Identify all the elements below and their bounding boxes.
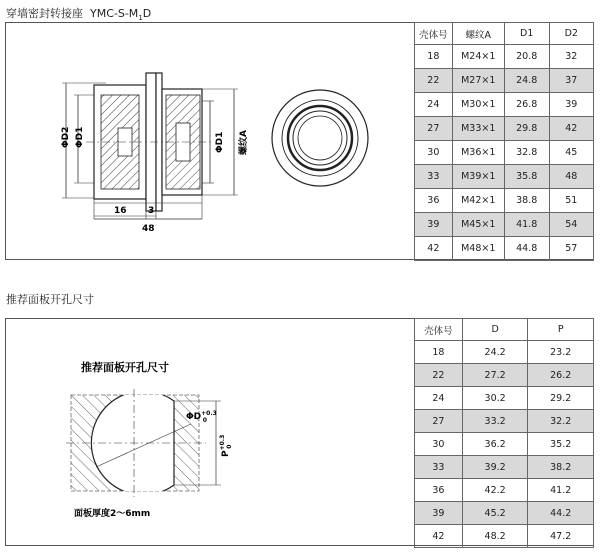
header-cell: 壳体号 — [415, 23, 453, 45]
section2-title: 推荐面板开孔尺寸 — [6, 293, 94, 306]
od-sup: +0.3 — [201, 410, 217, 417]
table-cell: M36×1 — [452, 141, 504, 165]
table-cell: 35.8 — [504, 165, 549, 189]
header-cell: D1 — [504, 23, 549, 45]
table-header-row — [415, 23, 594, 45]
table-row — [415, 364, 594, 387]
cutout-heading: 推荐面板开孔尺寸 — [81, 361, 169, 374]
table-row — [415, 341, 594, 364]
table-cell: 42.2 — [462, 479, 528, 502]
table-cell: 30 — [415, 141, 453, 165]
table-cell: 18 — [415, 45, 453, 69]
table-row — [415, 69, 594, 93]
header-cell: D — [462, 319, 528, 341]
header-cell: P — [528, 319, 594, 341]
table-cell: 26.2 — [528, 364, 594, 387]
table-row — [415, 525, 594, 548]
table-row — [415, 433, 594, 456]
table-cell: M30×1 — [452, 93, 504, 117]
section1-model-sub: 1 — [138, 14, 143, 23]
od-label — [186, 410, 217, 424]
table-cell: 44.8 — [504, 237, 549, 261]
table-cell: 44.2 — [528, 502, 594, 525]
table-cell: 33 — [415, 456, 463, 479]
table-cell: 24.8 — [504, 69, 549, 93]
dim-48-label: 48 — [142, 224, 155, 234]
od1-right-label: ΦD1 — [215, 131, 225, 153]
od-sub: 0 — [202, 417, 207, 424]
dim-3-label: 3 — [148, 206, 155, 216]
p-sub: 0 — [226, 444, 233, 449]
table-cell: M27×1 — [452, 69, 504, 93]
table-cell: 24.2 — [462, 341, 528, 364]
p-sup: +0.3 — [219, 434, 226, 451]
table-cell: 27.2 — [462, 364, 528, 387]
table-row — [415, 141, 594, 165]
table-cell: 42 — [415, 525, 463, 548]
table-cell: 29.2 — [528, 387, 594, 410]
table-cell: 33.2 — [462, 410, 528, 433]
header-cell: 螺纹A — [452, 23, 504, 45]
p-text: P — [221, 450, 231, 457]
table-cell: 38.2 — [528, 456, 594, 479]
header-cell: 壳体号 — [415, 319, 463, 341]
table-cell: 30 — [415, 433, 463, 456]
table-cell: 20.8 — [504, 45, 549, 69]
table-cell: 23.2 — [528, 341, 594, 364]
table-cell: 47.2 — [528, 525, 594, 548]
table-cell: 29.8 — [504, 117, 549, 141]
table-row — [415, 237, 594, 261]
table-row — [415, 479, 594, 502]
table-cell: 39.2 — [462, 456, 528, 479]
table-cell: 24 — [415, 387, 463, 410]
table-cell: 41.8 — [504, 213, 549, 237]
table-cell: 22 — [415, 69, 453, 93]
table-cell: 45 — [549, 141, 593, 165]
table-cell: M48×1 — [452, 237, 504, 261]
table-cell: 36 — [415, 189, 453, 213]
table-cell: 37 — [549, 69, 593, 93]
table-cell: 54 — [549, 213, 593, 237]
table-cell: M24×1 — [452, 45, 504, 69]
panel-thickness-label: 面板厚度2～6mm — [74, 509, 151, 519]
table-cell: M45×1 — [452, 213, 504, 237]
table-cell: M39×1 — [452, 165, 504, 189]
table-cell: 39 — [415, 502, 463, 525]
table-cell: 27 — [415, 117, 453, 141]
table-cell: 30.2 — [462, 387, 528, 410]
table-cell: 48.2 — [462, 525, 528, 548]
table-cell: 33 — [415, 165, 453, 189]
table-cell: 42 — [415, 237, 453, 261]
table-row — [415, 387, 594, 410]
table-row — [415, 93, 594, 117]
section1-model-prefix: YMC-S-M — [90, 7, 139, 20]
table-cell: 45.2 — [462, 502, 528, 525]
table-header-row — [415, 319, 594, 341]
table-cell: 51 — [549, 189, 593, 213]
table-cell: 36.2 — [462, 433, 528, 456]
table-row — [415, 410, 594, 433]
table-cell: 36 — [415, 479, 463, 502]
od-text: ΦD — [186, 412, 202, 422]
dim-16-label: 16 — [114, 206, 127, 216]
section1-title — [6, 5, 151, 22]
section1-title-main: 穿墙密封转接座 — [6, 7, 83, 20]
table-cell: 32.2 — [528, 410, 594, 433]
table-row — [415, 165, 594, 189]
table-cell: 22 — [415, 364, 463, 387]
section2-spec-table — [414, 318, 594, 548]
table-cell: 35.2 — [528, 433, 594, 456]
table-row — [415, 117, 594, 141]
header-cell: D2 — [549, 23, 593, 45]
table-cell: 27 — [415, 410, 463, 433]
table-cell: 24 — [415, 93, 453, 117]
section1-spec-table — [414, 22, 594, 261]
connector-front-view — [272, 90, 368, 186]
thread-label: 螺纹A — [239, 130, 249, 155]
table-row — [415, 45, 594, 69]
table-cell: 26.8 — [504, 93, 549, 117]
table-row — [415, 502, 594, 525]
section1-model-suffix: D — [142, 7, 152, 20]
table-cell: 42 — [549, 117, 593, 141]
table-cell: 39 — [549, 93, 593, 117]
table-cell: 41.2 — [528, 479, 594, 502]
table-cell: 48 — [549, 165, 593, 189]
table-cell: 38.8 — [504, 189, 549, 213]
table-row — [415, 213, 594, 237]
table-cell: 57 — [549, 237, 593, 261]
table-row — [415, 456, 594, 479]
table-cell: 18 — [415, 341, 463, 364]
od2-label: ΦD2 — [61, 126, 71, 148]
od1-left-label: ΦD1 — [75, 126, 85, 148]
table-cell: 39 — [415, 213, 453, 237]
table-cell: 32.8 — [504, 141, 549, 165]
table-row — [415, 189, 594, 213]
table-cell: M33×1 — [452, 117, 504, 141]
table-cell: M42×1 — [452, 189, 504, 213]
p-label — [219, 435, 233, 457]
table-cell: 32 — [549, 45, 593, 69]
